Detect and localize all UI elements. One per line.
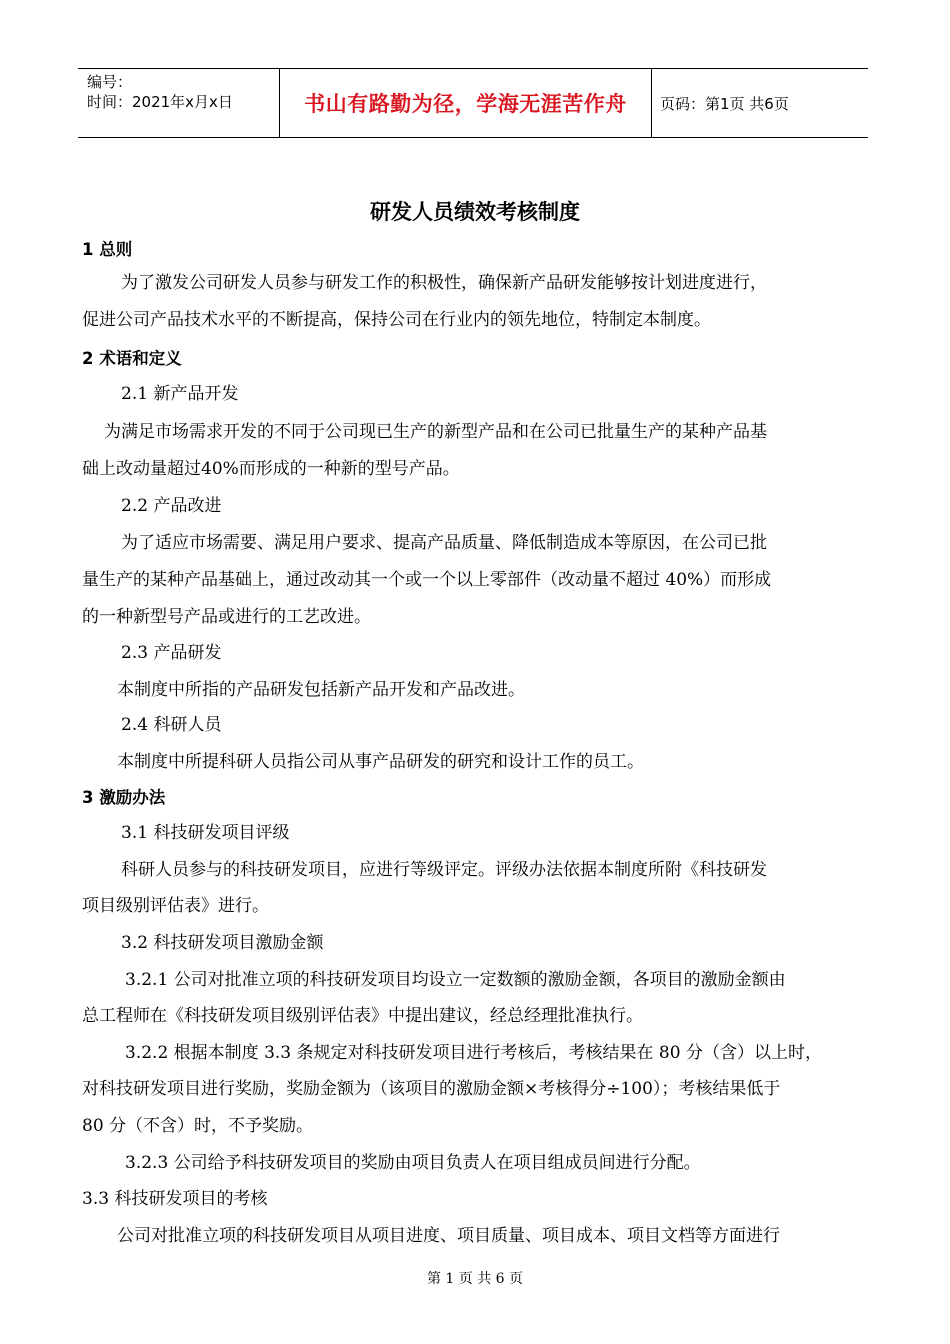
header-page-info: 页码：第1页 共6页 (660, 94, 789, 113)
paragraph-line: 础上改动量超过40%而形成的一种新的型号产品。 (82, 459, 460, 479)
paragraph-line: 为满足市场需求开发的不同于公司现已生产的新型产品和在公司已批量生产的某种产品基 (104, 422, 767, 442)
paragraph-line: 对科技研发项目进行奖励，奖励金额为（该项目的激励金额×考核得分÷100）；考核结果低于 (82, 1079, 781, 1099)
section-heading: 1 总则 (82, 240, 133, 259)
page-footer: 第 1 页 共 6 页 (426, 1271, 524, 1287)
document-title: 研发人员绩效考核制度 (370, 200, 580, 224)
paragraph-line: 量生产的某种产品基础上，通过改动其一个或一个以上零部件（改动量不超过 40%）而形成 (82, 570, 772, 590)
document-date-label: 时间：2021年x月x日 (87, 93, 233, 111)
paragraph-line: 的一种新型号产品或进行的工艺改进。 (82, 607, 371, 627)
document-header (78, 68, 868, 138)
subsection-heading: 3.3 科技研发项目的考核 (82, 1189, 268, 1209)
document-number-label: 编号： (87, 73, 133, 91)
paragraph-line: 80 分（不含）时，不予奖励。 (82, 1116, 314, 1136)
paragraph-line: 为了适应市场需要、满足用户要求、提高产品质量、降低制造成本等原因，在公司已批 (121, 533, 767, 553)
subsection-heading: 2.4 科研人员 (121, 715, 222, 735)
paragraph-line: 本制度中所指的产品研发包括新产品开发和产品改进。 (117, 680, 525, 700)
subsection-heading: 3.1 科技研发项目评级 (121, 823, 290, 843)
paragraph-line: 公司对批准立项的科技研发项目从项目进度、项目质量、项目成本、项目文档等方面进行 (117, 1226, 780, 1246)
paragraph-line: 3.2.2 根据本制度 3.3 条规定对科技研发项目进行考核后，考核结果在 80 分（含）以上时， (125, 1043, 822, 1063)
subsection-heading: 2.2 产品改进 (121, 496, 222, 516)
paragraph-line: 为了激发公司研发人员参与研发工作的积极性，确保新产品研发能够按计划进度进行， (121, 273, 767, 293)
section-heading: 3 激励办法 (82, 788, 166, 807)
paragraph-line: 3.2.1 公司对批准立项的科技研发项目均设立一定数额的激励金额，各项目的激励金额由 (125, 970, 786, 990)
section-heading: 2 术语和定义 (82, 349, 182, 368)
paragraph-line: 科研人员参与的科技研发项目，应进行等级评定。评级办法依据本制度所附《科技研发 (121, 860, 767, 880)
paragraph-line: 促进公司产品技术水平的不断提高，保持公司在行业内的领先地位，特制定本制度。 (82, 310, 711, 330)
header-motto: 书山有路勤为径，学海无涯苦作舟 (280, 69, 652, 137)
paragraph-line: 本制度中所提科研人员指公司从事产品研发的研究和设计工作的员工。 (117, 752, 644, 772)
subsection-heading: 2.1 新产品开发 (121, 384, 239, 404)
paragraph-line: 3.2.3 公司给予科技研发项目的奖励由项目负责人在项目组成员间进行分配。 (125, 1153, 701, 1173)
subsection-heading: 3.2 科技研发项目激励金额 (121, 933, 324, 953)
subsection-heading: 2.3 产品研发 (121, 643, 222, 663)
paragraph-line: 项目级别评估表》进行。 (82, 896, 269, 916)
header-meta-cell (78, 69, 280, 137)
paragraph-line: 总工程师在《科技研发项目级别评估表》中提出建议，经总经理批准执行。 (82, 1006, 643, 1026)
